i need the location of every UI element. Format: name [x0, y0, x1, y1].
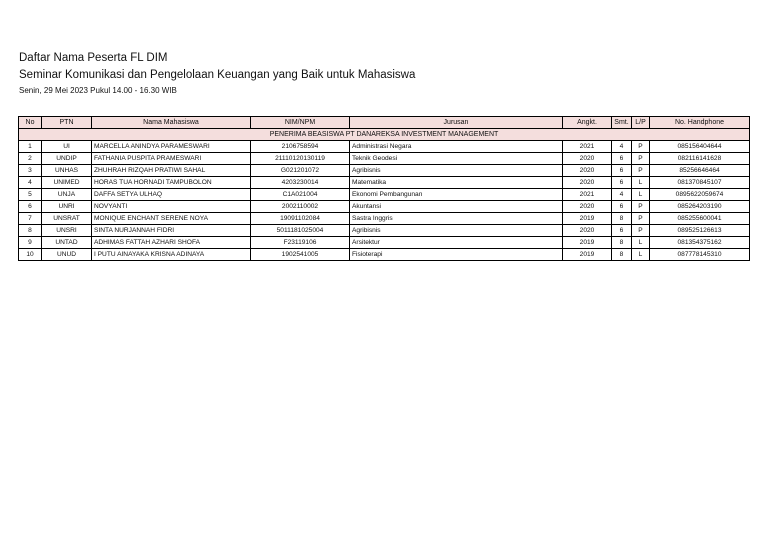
cell-angkatan: 2019: [563, 249, 612, 261]
cell-nim: 19091102084: [251, 213, 350, 225]
cell-phone: 081370845107: [650, 177, 750, 189]
cell-nama: MARCELLA ANINDYA PARAMESWARI: [92, 141, 251, 153]
section-label: PENERIMA BEASISWA PT DANAREKSA INVESTMENT MANAGEMENT: [19, 129, 750, 141]
participant-table: [18, 116, 750, 261]
cell-no: 5: [19, 189, 42, 201]
table-row: [19, 249, 750, 261]
cell-ptn: UNTAD: [42, 237, 92, 249]
cell-jurusan: Akuntansi: [350, 201, 563, 213]
cell-semester: 4: [612, 189, 632, 201]
cell-angkatan: 2020: [563, 201, 612, 213]
cell-angkatan: 2020: [563, 177, 612, 189]
cell-jurusan: Matematika: [350, 177, 563, 189]
table-row: [19, 177, 750, 189]
cell-semester: 8: [612, 249, 632, 261]
cell-jurusan: Ekonomi Pembangunan: [350, 189, 563, 201]
cell-ptn: UNJA: [42, 189, 92, 201]
column-header-ptn: PTN: [42, 117, 92, 129]
cell-nim: 1902541005: [251, 249, 350, 261]
cell-semester: 6: [612, 177, 632, 189]
cell-ptn: UNDIP: [42, 153, 92, 165]
cell-ptn: UNHAS: [42, 165, 92, 177]
cell-nama: SINTA NURJANNAH FIDRI: [92, 225, 251, 237]
cell-nama: I PUTU AINAYAKA KRISNA ADINAYA: [92, 249, 251, 261]
table-row: [19, 213, 750, 225]
table-row: [19, 153, 750, 165]
cell-nama: MONIQUE ENCHANT SERENE NOYA: [92, 213, 251, 225]
cell-no: 1: [19, 141, 42, 153]
column-header-jurusan: Jurusan: [350, 117, 563, 129]
cell-phone: 089525126613: [650, 225, 750, 237]
cell-semester: 6: [612, 153, 632, 165]
table-row: [19, 165, 750, 177]
cell-phone: 087778145310: [650, 249, 750, 261]
document-title: Daftar Nama Peserta FL DIM: [19, 52, 168, 64]
cell-nim: 4203230014: [251, 177, 350, 189]
cell-gender: P: [632, 201, 650, 213]
cell-nim: 2106758594: [251, 141, 350, 153]
cell-gender: P: [632, 165, 650, 177]
cell-no: 8: [19, 225, 42, 237]
cell-angkatan: 2019: [563, 237, 612, 249]
cell-gender: P: [632, 141, 650, 153]
cell-jurusan: Agribisnis: [350, 165, 563, 177]
cell-jurusan: Sastra Inggris: [350, 213, 563, 225]
document-subtitle: Seminar Komunikasi dan Pengelolaan Keuangan yang Baik untuk Mahasiswa: [19, 69, 416, 81]
cell-no: 10: [19, 249, 42, 261]
cell-nama: HORAS TUA HORNADI TAMPUBOLON: [92, 177, 251, 189]
cell-nim: 21110120130119: [251, 153, 350, 165]
cell-phone: 085255600041: [650, 213, 750, 225]
cell-ptn: UNSRAT: [42, 213, 92, 225]
cell-phone: 085264203190: [650, 201, 750, 213]
cell-gender: P: [632, 213, 650, 225]
cell-gender: L: [632, 177, 650, 189]
cell-gender: P: [632, 153, 650, 165]
cell-ptn: UNRI: [42, 201, 92, 213]
cell-nama: ADHIMAS FATTAH AZHARI SHOFA: [92, 237, 251, 249]
cell-no: 2: [19, 153, 42, 165]
cell-nim: 2002110002: [251, 201, 350, 213]
cell-angkatan: 2020: [563, 153, 612, 165]
cell-phone: 85256646464: [650, 165, 750, 177]
event-dateline: Senin, 29 Mei 2023 Pukul 14.00 - 16.30 WIB: [19, 86, 177, 95]
cell-semester: 4: [612, 141, 632, 153]
cell-phone: 0895622059674: [650, 189, 750, 201]
cell-angkatan: 2019: [563, 213, 612, 225]
cell-gender: L: [632, 249, 650, 261]
column-header-nim: NIM/NPM: [251, 117, 350, 129]
cell-semester: 8: [612, 237, 632, 249]
cell-semester: 6: [612, 201, 632, 213]
cell-phone: 081354375162: [650, 237, 750, 249]
cell-jurusan: Teknik Geodesi: [350, 153, 563, 165]
cell-gender: L: [632, 237, 650, 249]
cell-nama: NOVYANTI: [92, 201, 251, 213]
cell-no: 4: [19, 177, 42, 189]
table-row: [19, 201, 750, 213]
cell-semester: 8: [612, 213, 632, 225]
cell-ptn: UNSRI: [42, 225, 92, 237]
cell-angkatan: 2020: [563, 225, 612, 237]
cell-gender: L: [632, 189, 650, 201]
column-header-nama: Nama Mahasiswa: [92, 117, 251, 129]
table-row: [19, 237, 750, 249]
cell-no: 7: [19, 213, 42, 225]
cell-nim: C1A021004: [251, 189, 350, 201]
cell-no: 9: [19, 237, 42, 249]
cell-nama: ZHUHRAH RIZQAH PRATIWI SAHAL: [92, 165, 251, 177]
cell-no: 6: [19, 201, 42, 213]
cell-nim: F23119106: [251, 237, 350, 249]
table-header-row: [19, 117, 750, 129]
cell-ptn: UNIMED: [42, 177, 92, 189]
cell-phone: 085156404644: [650, 141, 750, 153]
cell-no: 3: [19, 165, 42, 177]
column-header-no: No: [19, 117, 42, 129]
cell-ptn: UNUD: [42, 249, 92, 261]
table-row: [19, 141, 750, 153]
cell-angkatan: 2020: [563, 165, 612, 177]
cell-semester: 6: [612, 225, 632, 237]
cell-semester: 6: [612, 165, 632, 177]
table-row: [19, 225, 750, 237]
table-row: [19, 189, 750, 201]
cell-jurusan: Arsitektur: [350, 237, 563, 249]
column-header-angkatan: Angkt.: [563, 117, 612, 129]
column-header-gender: L/P: [632, 117, 650, 129]
cell-nim: G021201072: [251, 165, 350, 177]
cell-ptn: UI: [42, 141, 92, 153]
cell-phone: 082116141628: [650, 153, 750, 165]
cell-nama: DAFFA SETYA ULHAQ: [92, 189, 251, 201]
cell-nim: 5011181025004: [251, 225, 350, 237]
cell-angkatan: 2021: [563, 141, 612, 153]
cell-angkatan: 2021: [563, 189, 612, 201]
cell-jurusan: Agribisnis: [350, 225, 563, 237]
section-row: [19, 129, 750, 141]
cell-gender: P: [632, 225, 650, 237]
column-header-semester: Smt.: [612, 117, 632, 129]
cell-jurusan: Administrasi Negara: [350, 141, 563, 153]
column-header-phone: No. Handphone: [650, 117, 750, 129]
cell-jurusan: Fisioterapi: [350, 249, 563, 261]
cell-nama: FATHANIA PUSPITA PRAMESWARI: [92, 153, 251, 165]
